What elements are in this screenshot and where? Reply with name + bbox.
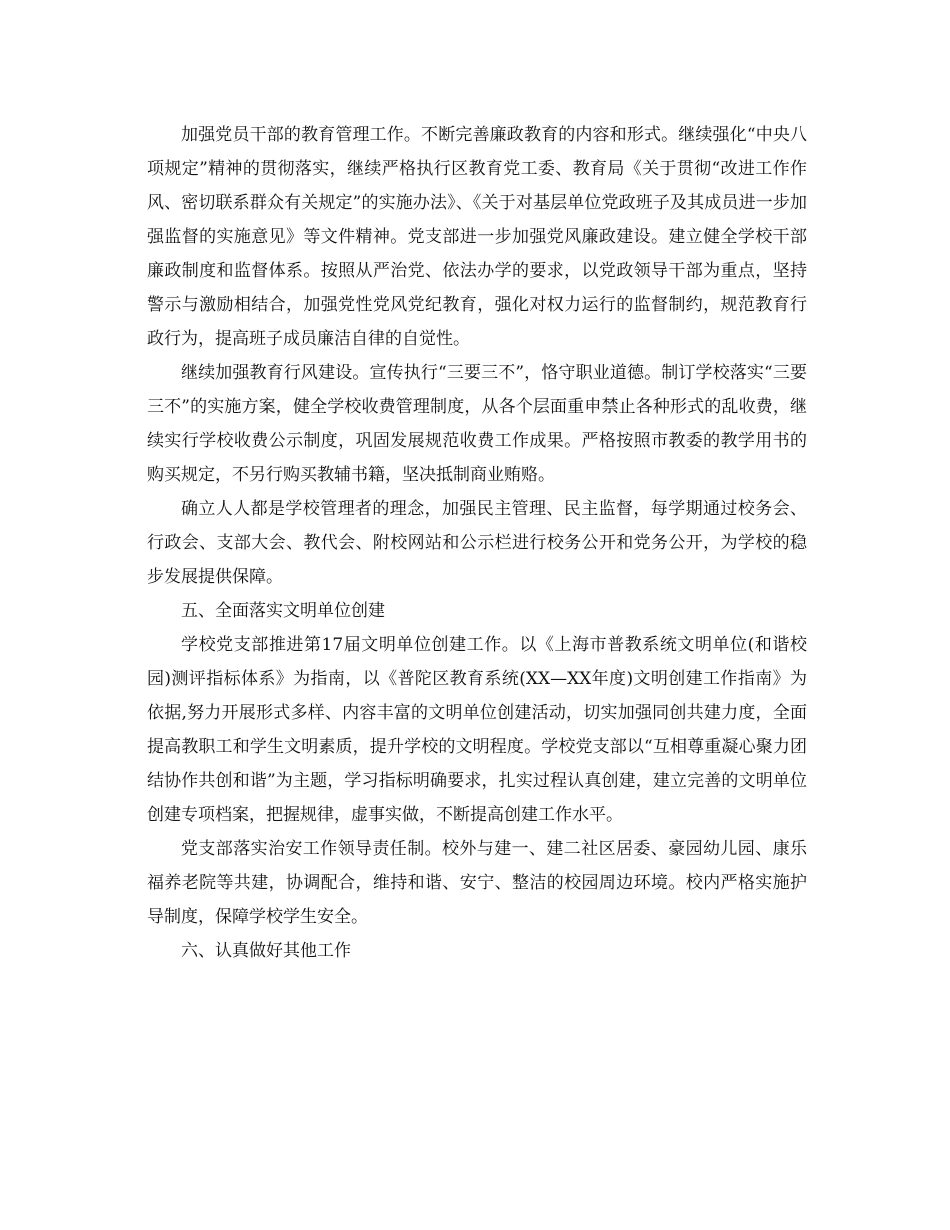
- section-heading-five: 五、全面落实文明单位创建: [181, 601, 385, 621]
- document-body: [147, 118, 807, 968]
- paragraph-security-responsibility: 党支部落实治安工作领导责任制。校外与建一、建二社区居委、豪园幼儿园、康乐福养老院等共建，协调配合，维持和谐、安宁、整洁的校园周边环境。校内严格实施护导制度，保障学校学生安全。: [147, 839, 807, 927]
- paragraph-cadre-education: 加强党员干部的教育管理工作。不断完善廉政教育的内容和形式。继续强化“中央八项规定”精神的贯彻落实，继续严格执行区教育党工委、教育局《关于贯彻“改进工作作风、密切联系群众有关规定”的实施办法》、《关于对基层单位党政班子及其成员进一步加强监督的实施意见》等文件精神。党支部进一步加强党风廉政建设。建立健全学校干部廉政制度和监督体系。按照从严治党、依法办学的要求，以党政领导干部为重点，坚持警示与激励相结合，加强党性党风党纪教育，强化对权力运行的监督制约，规范教育行政行为，提高班子成员廉洁自律的自觉性。: [147, 125, 807, 349]
- paragraph-civilized-unit: 学校党支部推进第17届文明单位创建工作。以《上海市普教系统文明单位(和谐校园)测评指标体系》为指南，以《普陀区教育系统(XX—XX年度)文明创建工作指南》为依据,努力开展形式多样、内容丰富的文明单位创建活动，切实加强同创共建力度，全面提高教职工和学生文明素质，提升学校的文明程度。学校党支部以“互相尊重凝心聚力团结协作共创和谐”为主题，学习指标明确要求，扎实过程认真创建，建立完善的文明单位创建专项档案，把握规律，虚事实做，不断提高创建工作水平。: [147, 635, 807, 825]
- section-heading-six: 六、认真做好其他工作: [181, 941, 351, 961]
- paragraph-conduct-building: 继续加强教育行风建设。宣传执行“三要三不”，恪守职业道德。制订学校落实“三要三不”的实施方案，健全学校收费管理制度，从各个层面重申禁止各种形式的乱收费，继续实行学校收费公示制度，巩固发展规范收费工作成果。严格按照市教委的教学用书的购买规定，不另行购买教辅书籍，坚决抵制商业贿赂。: [147, 363, 807, 485]
- paragraph-democratic-management: 确立人人都是学校管理者的理念，加强民主管理、民主监督，每学期通过校务会、行政会、支部大会、教代会、附校网站和公示栏进行校务公开和党务公开，为学校的稳步发展提供保障。: [147, 499, 807, 587]
